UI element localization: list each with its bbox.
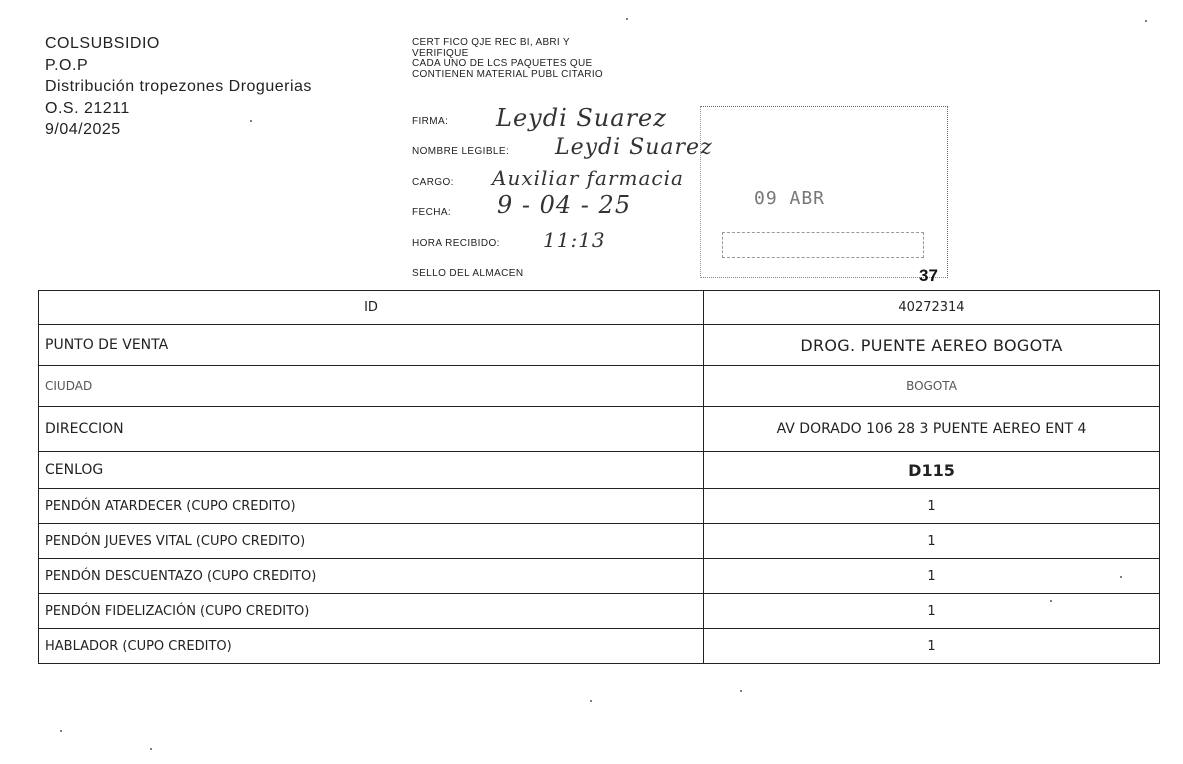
item-label: PENDÓN ATARDECER (CUPO CREDITO) — [39, 489, 704, 524]
item-qty: 1 — [704, 629, 1160, 664]
row-value: D115 — [704, 452, 1160, 489]
item-label: HABLADOR (CUPO CREDITO) — [39, 629, 704, 664]
handwritten-hora: 11:13 — [543, 228, 606, 252]
hora-label: HORA RECIBIDO: — [412, 238, 500, 249]
handwritten-firma: Leydi Suarez — [496, 104, 667, 132]
item-label: PENDÓN JUEVES VITAL (CUPO CREDITO) — [39, 524, 704, 559]
handwritten-fecha: 9 - 04 - 25 — [497, 191, 632, 219]
item-label: PENDÓN FIDELIZACIÓN (CUPO CREDITO) — [39, 594, 704, 629]
scan-speck — [590, 700, 592, 702]
id-value: 40272314 — [704, 291, 1160, 325]
item-row — [39, 559, 1160, 594]
item-qty: 1 — [704, 594, 1160, 629]
department: P.O.P — [45, 56, 89, 74]
scan-speck — [1120, 576, 1122, 578]
item-row — [39, 489, 1160, 524]
handwritten-cargo: Auxiliar farmacia — [492, 166, 684, 190]
table-row — [39, 452, 1160, 489]
stamp-bar — [722, 232, 924, 258]
cert-line: CONTIENEN MATERIAL PUBL CITARIO — [412, 68, 603, 80]
row-label: DIRECCION — [39, 407, 704, 452]
company-name: COLSUBSIDIO — [45, 35, 160, 52]
table-row-id — [39, 291, 1160, 325]
scan-speck — [1050, 600, 1052, 602]
firma-label: FIRMA: — [412, 116, 449, 127]
scan-speck — [250, 120, 252, 122]
page-number: 37 — [919, 266, 938, 285]
item-row — [39, 594, 1160, 629]
scan-speck — [740, 690, 742, 692]
row-value: DROG. PUENTE AEREO BOGOTA — [704, 325, 1160, 366]
header-left — [45, 33, 312, 141]
row-label: CIUDAD — [39, 366, 704, 407]
row-value: AV DORADO 106 28 3 PUENTE AEREO ENT 4 — [704, 407, 1160, 452]
handwritten-nombre: Leydi Suarez — [555, 135, 713, 160]
item-qty: 1 — [704, 559, 1160, 594]
document-date: 9/04/2025 — [45, 121, 121, 138]
table-row — [39, 366, 1160, 407]
row-label: CENLOG — [39, 452, 704, 489]
order-number: O.S. 21211 — [45, 99, 130, 117]
item-label: PENDÓN DESCUENTAZO (CUPO CREDITO) — [39, 559, 704, 594]
nombre-label: NOMBRE LEGIBLE: — [412, 146, 510, 157]
sello-label: SELLO DEL ALMACEN — [412, 268, 524, 279]
id-label: ID — [39, 291, 704, 325]
table-row — [39, 325, 1160, 366]
row-label: PUNTO DE VENTA — [39, 325, 704, 366]
table-row — [39, 407, 1160, 452]
cert-line: VERIFIQUE — [412, 47, 469, 59]
row-value: BOGOTA — [704, 366, 1160, 407]
scan-speck — [626, 18, 628, 20]
cert-line: CERT FICO QJE REC BI, ABRI Y — [412, 37, 570, 48]
cargo-label: CARGO: — [412, 177, 454, 188]
stamp-date: 09 ABR — [754, 188, 826, 209]
item-row — [39, 524, 1160, 559]
scan-speck — [1145, 20, 1147, 22]
description: Distribución tropezones Droguerias — [45, 78, 312, 95]
cert-line: CADA UNO DE LCS PAQUETES QUE — [412, 58, 593, 69]
scan-speck — [60, 730, 62, 732]
item-qty: 1 — [704, 524, 1160, 559]
scan-speck — [150, 748, 152, 750]
delivery-table — [38, 290, 1160, 664]
item-qty: 1 — [704, 489, 1160, 524]
fecha-label: FECHA: — [412, 207, 452, 218]
certification-text — [412, 38, 603, 80]
item-row — [39, 629, 1160, 664]
